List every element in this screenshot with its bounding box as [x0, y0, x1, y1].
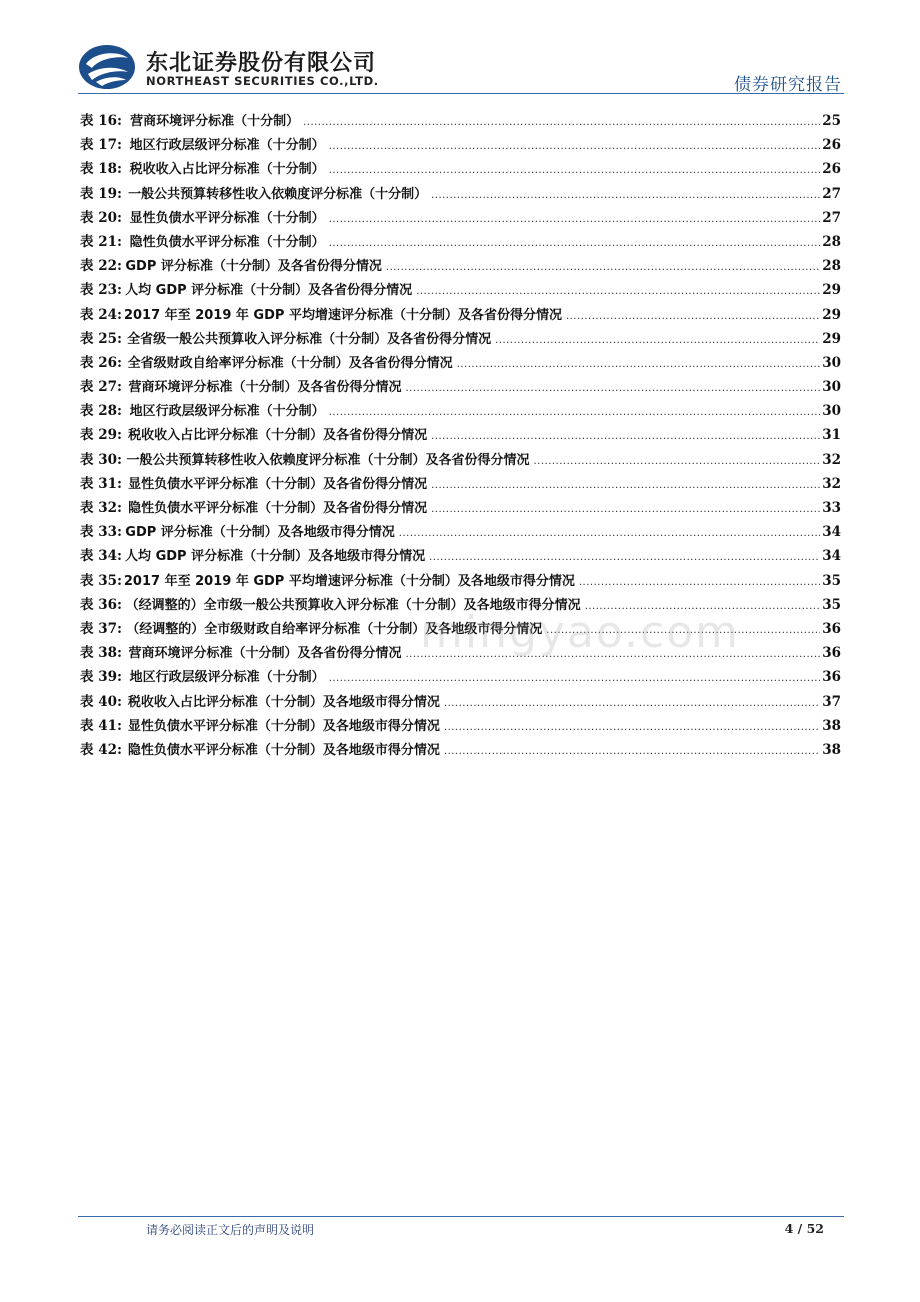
toc-entry-page: 25	[822, 113, 841, 129]
toc-entry-page: 29	[822, 330, 841, 347]
toc-entry-page: 30	[822, 354, 841, 371]
toc-entry-label: 表 20:	[80, 209, 122, 226]
toc-entry-page: 34	[822, 524, 841, 541]
toc-entry-title: 人均 GDP 评分标准（十分制）及各地级市得分情况	[125, 549, 426, 565]
toc-entry[interactable]	[80, 278, 841, 302]
toc-entry-label: 表 40:	[80, 693, 122, 710]
toc-dot-leader	[431, 474, 820, 498]
report-type: 债券研究报告	[734, 75, 842, 95]
toc-entry-page: 36	[822, 620, 841, 637]
toc-entry[interactable]	[80, 303, 841, 327]
toc-entry[interactable]	[80, 327, 841, 351]
toc-entry[interactable]	[80, 472, 841, 496]
toc-entry-page: 27	[822, 185, 841, 202]
toc-entry-page: 33	[822, 500, 841, 516]
toc-entry[interactable]	[80, 569, 841, 593]
toc-entry-label: 表 28:	[80, 403, 122, 420]
toc-entry[interactable]	[80, 520, 841, 544]
toc-dot-leader	[386, 256, 820, 280]
toc-entry-label: 表 29:	[80, 427, 122, 444]
toc-entry-page: 26	[822, 161, 841, 178]
toc-entry-title: 税收收入占比评分标准（十分制）	[129, 162, 325, 178]
toc-entry-page: 32	[822, 475, 841, 492]
toc-entry[interactable]	[80, 206, 841, 230]
toc-entry-page: 32	[822, 451, 841, 468]
toc-dot-leader	[405, 377, 820, 401]
toc-dot-leader	[431, 498, 820, 522]
toc-dot-leader	[431, 184, 820, 208]
toc-entry[interactable]	[80, 182, 841, 206]
toc-dot-leader	[303, 111, 820, 135]
toc-entry-page: 29	[822, 282, 841, 299]
toc-entry-page: 29	[822, 306, 841, 323]
table-of-contents	[80, 109, 841, 762]
toc-entry-label: 表 23:	[80, 282, 122, 299]
toc-entry-label: 表 22:	[80, 258, 122, 275]
toc-dot-leader	[399, 522, 820, 546]
toc-entry-title: 显性负债水平评分标准（十分制）	[129, 210, 325, 226]
toc-dot-leader	[329, 208, 821, 232]
toc-entry-title: GDP 评分标准（十分制）及各地级市得分情况	[125, 525, 395, 541]
toc-entry-page: 26	[822, 137, 841, 154]
toc-entry[interactable]	[80, 544, 841, 568]
toc-entry-page: 27	[822, 209, 841, 226]
toc-entry-title: 地区行政层级评分标准（十分制）	[129, 670, 325, 686]
toc-entry-title: 2017 年至 2019 年 GDP 平均增速评分标准（十分制）及各省份得分情况	[123, 307, 562, 323]
toc-dot-leader	[444, 716, 820, 740]
toc-entry-page: 35	[822, 596, 841, 613]
toc-entry-title: 隐性负债水平评分标准（十分制）及各地级市得分情况	[127, 742, 440, 758]
toc-entry-title: 地区行政层级评分标准（十分制）	[129, 138, 325, 154]
toc-dot-leader	[495, 329, 820, 353]
page-header	[78, 42, 844, 94]
footer-divider	[78, 1216, 844, 1217]
toc-entry[interactable]	[80, 690, 841, 714]
toc-entry[interactable]	[80, 254, 841, 278]
toc-entry-label: 表 32:	[80, 500, 122, 516]
toc-dot-leader	[457, 353, 821, 377]
page-number: 4 / 52	[784, 1221, 824, 1236]
toc-entry[interactable]	[80, 375, 841, 399]
toc-entry-page: 36	[822, 645, 841, 662]
toc-entry-title: 税收收入占比评分标准（十分制）及各省份得分情况	[128, 428, 428, 444]
toc-dot-leader	[533, 450, 820, 474]
toc-entry-label: 表 42:	[80, 741, 122, 758]
toc-entry-title: 一般公共预算转移性收入依赖度评分标准（十分制）及各省份得分情况	[126, 452, 530, 468]
toc-entry-label: 表 34:	[80, 548, 122, 565]
toc-dot-leader	[444, 740, 820, 764]
toc-entry-page: 38	[822, 717, 841, 734]
toc-entry-page: 30	[822, 403, 841, 420]
toc-entry-page: 35	[822, 572, 841, 589]
toc-entry-label: 表 24:	[80, 306, 122, 323]
toc-entry-title: 营商环境评分标准（十分制）	[130, 114, 300, 129]
toc-entry[interactable]	[80, 351, 841, 375]
toc-entry[interactable]	[80, 738, 841, 762]
toc-dot-leader	[329, 159, 821, 183]
toc-entry[interactable]	[80, 157, 841, 181]
company-name-cn: 东北证券股份有限公司	[146, 51, 377, 76]
toc-dot-leader	[579, 571, 820, 595]
toc-entry-label: 表 30:	[80, 451, 122, 468]
toc-entry-title: 人均 GDP 评分标准（十分制）及各省份得分情况	[125, 283, 413, 299]
toc-entry-page: 38	[822, 741, 841, 758]
toc-entry[interactable]	[80, 448, 841, 472]
toc-entry-page: 28	[822, 258, 841, 275]
toc-entry-title: 隐性负债水平评分标准（十分制）及各省份得分情况	[128, 501, 428, 516]
toc-entry[interactable]	[80, 399, 841, 423]
toc-entry-label: 表 36:	[80, 596, 122, 613]
toc-entry-title: 隐性负债水平评分标准（十分制）	[129, 234, 325, 250]
toc-dot-leader	[429, 546, 820, 570]
toc-entry-label: 表 17:	[80, 137, 122, 154]
toc-entry-title: 全省级一般公共预算收入评分标准（十分制）及各省份得分情况	[127, 331, 492, 347]
toc-entry-label: 表 16:	[80, 113, 122, 129]
toc-dot-leader	[329, 667, 821, 691]
toc-entry-page: 34	[822, 548, 841, 565]
toc-dot-leader	[566, 305, 820, 329]
company-logo-icon	[78, 44, 136, 90]
toc-entry-page: 28	[822, 233, 841, 250]
toc-entry[interactable]	[80, 109, 841, 133]
toc-entry-label: 表 39:	[80, 669, 122, 686]
toc-entry-page: 37	[822, 693, 841, 710]
toc-entry-page: 36	[822, 669, 841, 686]
toc-entry-label: 表 31:	[80, 475, 122, 492]
toc-entry[interactable]	[80, 665, 841, 689]
toc-entry-title: 显性负债水平评分标准（十分制）及各地级市得分情况	[127, 718, 440, 734]
toc-entry-page: 31	[822, 427, 841, 444]
toc-entry-title: 营商环境评分标准（十分制）及各省份得分情况	[128, 646, 402, 662]
toc-entry[interactable]	[80, 714, 841, 738]
company-name-en: NORTHEAST SECURITIES CO.,LTD.	[146, 74, 379, 88]
toc-entry-label: 表 38:	[80, 645, 122, 662]
toc-entry-title: 2017 年至 2019 年 GDP 平均增速评分标准（十分制）及各地级市得分情况	[123, 573, 575, 589]
toc-entry-title: （经调整的）全市级财政自给率评分标准（十分制）及各地级市得分情况	[126, 621, 543, 637]
toc-dot-leader	[431, 425, 820, 449]
toc-entry-label: 表 33:	[80, 524, 122, 541]
toc-entry-title: （经调整的）全市级一般公共预算收入评分标准（十分制）及各地级市得分情况	[125, 597, 581, 613]
toc-dot-leader	[329, 232, 821, 256]
toc-entry-label: 表 35:	[80, 572, 122, 589]
toc-dot-leader	[416, 280, 820, 304]
toc-entry-title: GDP 评分标准（十分制）及各省份得分情况	[125, 259, 382, 275]
toc-entry-title: 一般公共预算转移性收入依赖度评分标准（十分制）	[128, 186, 428, 202]
toc-entry-label: 表 25:	[80, 330, 122, 347]
toc-dot-leader	[329, 135, 821, 159]
toc-entry-page: 30	[822, 379, 841, 396]
toc-entry[interactable]	[80, 133, 841, 157]
toc-entry-label: 表 37:	[80, 620, 122, 637]
toc-entry[interactable]	[80, 496, 841, 520]
disclaimer-note: 请务必阅读正文后的声明及说明	[146, 1223, 315, 1237]
toc-entry-title: 税收收入占比评分标准（十分制）及各地级市得分情况	[127, 694, 440, 710]
toc-entry[interactable]	[80, 423, 841, 447]
header-divider	[78, 93, 844, 94]
toc-entry-label: 表 27:	[80, 379, 122, 396]
toc-entry-title: 地区行政层级评分标准（十分制）	[129, 404, 325, 420]
toc-entry[interactable]	[80, 230, 841, 254]
toc-entry-label: 表 26:	[80, 354, 122, 371]
toc-dot-leader	[444, 692, 820, 716]
toc-entry-title: 营商环境评分标准（十分制）及各省份得分情况	[128, 380, 402, 396]
toc-entry-label: 表 19:	[80, 185, 122, 202]
toc-dot-leader	[329, 401, 821, 425]
toc-entry-label: 表 41:	[80, 717, 122, 734]
toc-entry-title: 全省级财政自给率评分标准（十分制）及各省份得分情况	[127, 355, 453, 371]
toc-entry-label: 表 21:	[80, 233, 122, 250]
toc-entry-label: 表 18:	[80, 161, 122, 178]
watermark: mingyao.com	[420, 607, 741, 658]
toc-entry-title: 显性负债水平评分标准（十分制）及各省份得分情况	[128, 476, 428, 492]
